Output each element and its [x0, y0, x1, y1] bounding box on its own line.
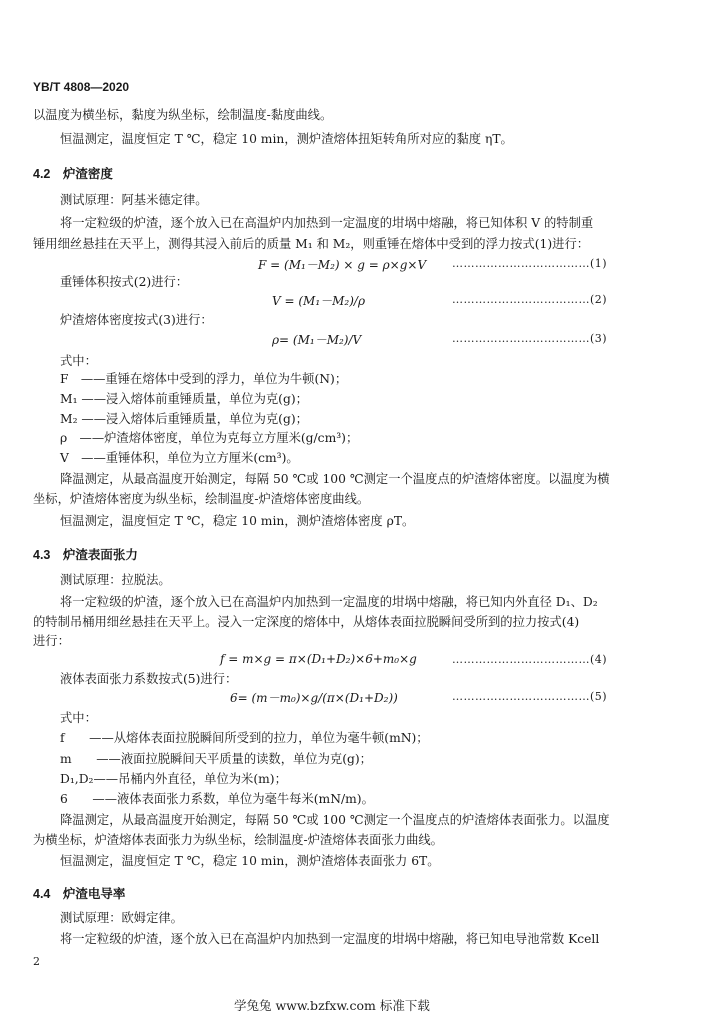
footer-watermark: 学兔兔 www.bzfxw.com 标准下载 — [234, 998, 430, 1013]
text-line: 锤用细丝悬挂在天平上，测得其浸入前后的质量 M₁ 和 M₂，则重锤在熔体中受到的浮力按式(1)进行： — [33, 237, 590, 251]
text-line: 炉渣熔体密度按式(3)进行： — [60, 313, 213, 327]
text-line: 式中： — [60, 354, 97, 368]
text-line: 以温度为横坐标，黏度为纵坐标，绘制温度-黏度曲线。 — [33, 108, 333, 122]
section-heading: 4.2 炉渣密度 — [33, 167, 113, 181]
equation: 6= (m－m₀)×g/(π×(D₁+D₂)) — [230, 691, 398, 705]
definition-line: 6 ——液体表面张力系数，单位为毫牛每米(mN/m)。 — [60, 792, 374, 806]
text-line: 将一定粒级的炉渣，逐个放入已在高温炉内加热到一定温度的坩埚中熔融，将已知内外直径 D₁、D₂ — [60, 595, 598, 609]
definition-line: D₁,D₂——吊桶内外直径，单位为米(m)； — [60, 772, 287, 786]
section-heading: 4.3 炉渣表面张力 — [33, 548, 138, 562]
equation-number: ………………………………(1) — [452, 257, 608, 270]
definition-line: f ——从熔体表面拉脱瞬间所受到的拉力，单位为毫牛顿(mN)； — [60, 731, 429, 745]
equation: f = m×g = π×(D₁+D₂)×6+m₀×g — [220, 652, 417, 666]
equation: V = (M₁－M₂)/ρ — [272, 294, 366, 308]
text-line: 将一定粒级的炉渣，逐个放入已在高温炉内加热到一定温度的坩埚中熔融，将已知电导池常数 Kcell — [60, 932, 600, 946]
definition-line: M₂ ——浸入熔体后重锤质量，单位为克(g)； — [60, 412, 308, 426]
text-line: 恒温测定，温度恒定 T ℃，稳定 10 min，测炉渣熔体扭矩转角所对应的黏度 ηT。 — [60, 132, 513, 146]
text-line: 重锤体积按式(2)进行： — [60, 275, 189, 289]
definition-line: V ——重锤体积，单位为立方厘米(cm³)。 — [60, 451, 299, 465]
text-line: 测试原理：拉脱法。 — [60, 573, 171, 587]
text-line: 进行： — [33, 634, 70, 648]
text-line: 将一定粒级的炉渣，逐个放入已在高温炉内加热到一定温度的坩埚中熔融，将已知体积 V 的特制重 — [60, 216, 594, 230]
equation: ρ= (M₁－M₂)/V — [272, 333, 362, 347]
definition-line: m ——液面拉脱瞬间天平质量的读数，单位为克(g)； — [60, 752, 372, 766]
definition-line: F ——重锤在熔体中受到的浮力，单位为牛顿(N)； — [60, 372, 348, 386]
text-line: 的特制吊桶用细丝悬挂在天平上。浸入一定深度的熔体中，从熔体表面拉脱瞬间受所到的拉力按式(4) — [33, 615, 580, 629]
equation-number: ………………………………(3) — [452, 332, 608, 345]
definition-line: M₁ ——浸入熔体前重锤质量，单位为克(g)； — [60, 392, 308, 406]
standard-header: YB/T 4808—2020 — [33, 80, 130, 94]
text-line: 测试原理：欧姆定律。 — [60, 911, 183, 925]
text-line: 坐标，炉渣熔体密度为纵坐标，绘制温度-炉渣熔体密度曲线。 — [33, 492, 370, 506]
text-line: 测试原理：阿基米德定律。 — [60, 193, 208, 207]
equation-number: ………………………………(2) — [452, 293, 608, 306]
definition-line: ρ ——炉渣熔体密度，单位为克每立方厘米(g/cm³)； — [60, 431, 359, 445]
text-line: 降温测定，从最高温度开始测定，每隔 50 ℃或 100 ℃测定一个温度点的炉渣熔体密度。以温度为横 — [60, 472, 610, 486]
equation-number: ………………………………(4) — [452, 653, 608, 666]
text-line: 恒温测定，温度恒定 T ℃，稳定 10 min，测炉渣熔体密度 ρT。 — [60, 514, 415, 528]
text-line: 式中： — [60, 711, 97, 725]
equation-number: ………………………………(5) — [452, 690, 608, 703]
section-heading: 4.4 炉渣电导率 — [33, 887, 126, 901]
text-line: 液体表面张力系数按式(5)进行： — [60, 672, 238, 686]
equation: F = (M₁－M₂) × g = ρ×g×V — [258, 258, 427, 272]
text-line: 降温测定，从最高温度开始测定，每隔 50 ℃或 100 ℃测定一个温度点的炉渣熔体表面张力。以温度 — [60, 813, 610, 827]
text-line: 为横坐标，炉渣熔体表面张力为纵坐标，绘制温度-炉渣熔体表面张力曲线。 — [33, 833, 443, 847]
text-line: 恒温测定，温度恒定 T ℃，稳定 10 min，测炉渣熔体表面张力 6T。 — [60, 854, 440, 868]
page-number: 2 — [33, 955, 40, 968]
